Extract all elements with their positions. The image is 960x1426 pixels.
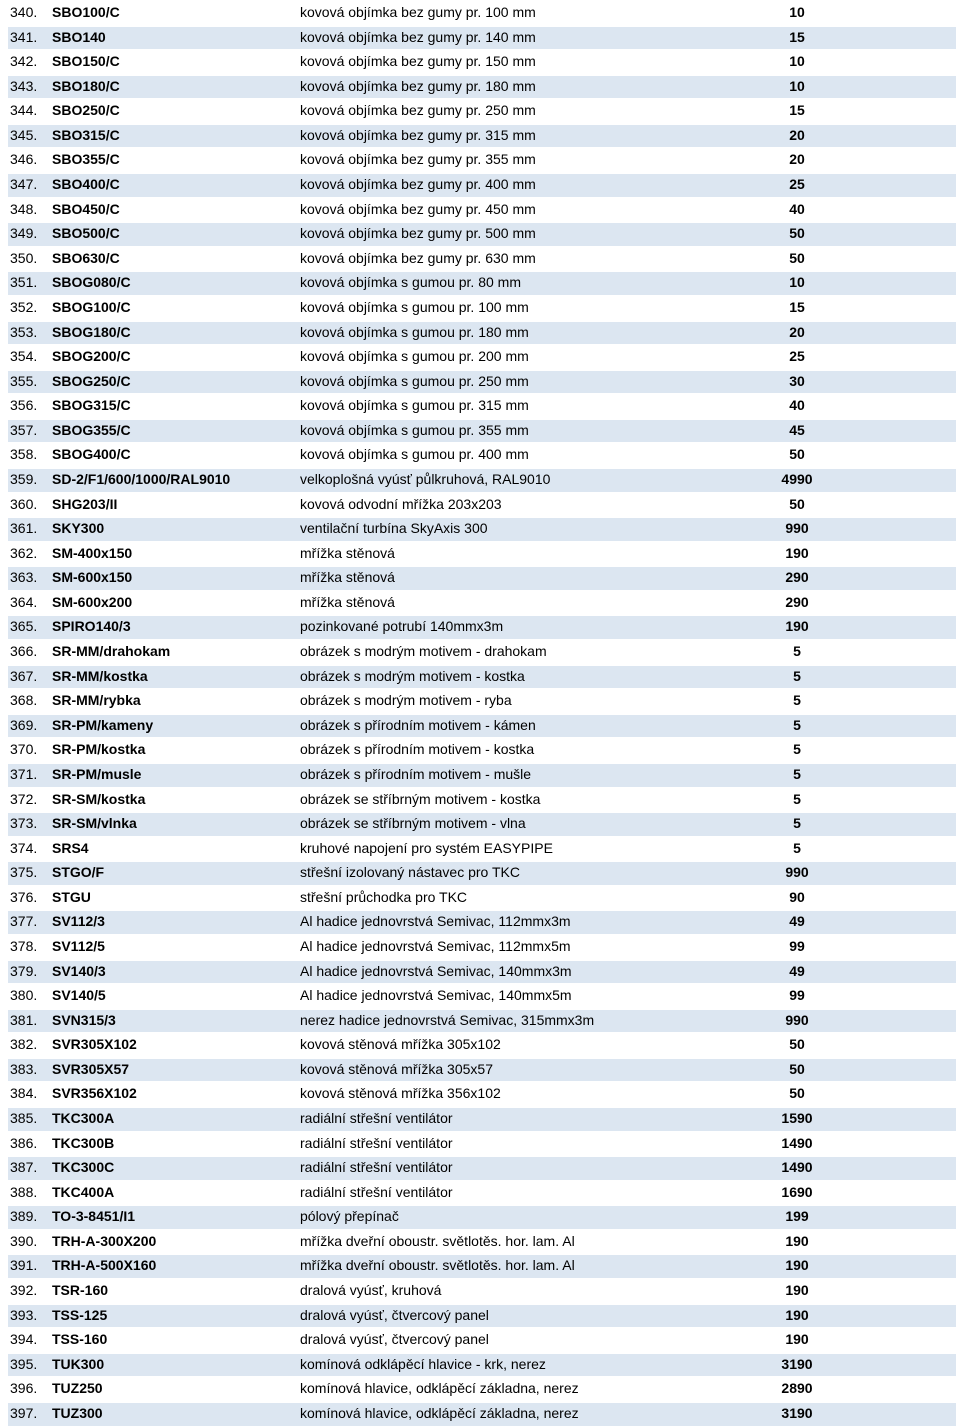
row-number: 365.: [10, 618, 38, 635]
product-description: kovová objímka s gumou pr. 200 mm: [300, 348, 529, 365]
product-code: TRH-A-300X200: [52, 1232, 157, 1249]
product-description: kovová objímka bez gumy pr. 630 mm: [300, 249, 536, 266]
product-description: radiální střešní ventilátor: [300, 1159, 453, 1176]
row-number: 384.: [10, 1085, 38, 1102]
product-price: 290: [785, 569, 809, 586]
product-description: kovová objímka s gumou pr. 80 mm: [300, 274, 521, 291]
product-price: 5: [793, 790, 801, 807]
product-description: komínová hlavice, odklápěcí základna, nerez: [300, 1380, 579, 1397]
product-description: radiální střešní ventilátor: [300, 1110, 453, 1127]
product-description: kovová stěnová mřížka 356x102: [300, 1085, 501, 1102]
table-row: [0, 1106, 960, 1131]
product-description: obrázek s přírodním motivem - kámen: [300, 716, 536, 733]
row-number: 388.: [10, 1183, 38, 1200]
product-code: TUZ300: [52, 1404, 103, 1421]
row-number: 360.: [10, 495, 38, 512]
table-row: [0, 123, 960, 148]
product-description: Al hadice jednovrstvá Semivac, 140mmx5m: [300, 987, 572, 1004]
product-price: 45: [789, 421, 805, 438]
table-row: [0, 959, 960, 984]
table-row: [0, 541, 960, 566]
row-number: 351.: [10, 274, 38, 291]
product-code: SD-2/F1/600/1000/RAL9010: [52, 470, 231, 487]
product-code: TO-3-8451/I1: [52, 1208, 136, 1225]
product-price: 190: [785, 618, 809, 635]
table-row: [0, 811, 960, 836]
product-price: 50: [789, 446, 805, 463]
product-price: 4990: [781, 470, 813, 487]
product-code: SVR305X102: [52, 1036, 137, 1053]
row-number: 396.: [10, 1380, 38, 1397]
product-code: SBOG400/C: [52, 446, 131, 463]
row-number: 350.: [10, 249, 38, 266]
product-description: velkoplošná vyúsť půlkruhová, RAL9010: [300, 470, 551, 487]
table-row: [0, 614, 960, 639]
table-row: [0, 1008, 960, 1033]
product-description: obrázek s modrým motivem - drahokam: [300, 643, 547, 660]
product-description: komínová hlavice, odklápěcí základna, nerez: [300, 1404, 579, 1421]
product-price: 5: [793, 667, 801, 684]
product-code: SV112/3: [52, 913, 105, 930]
product-price: 49: [789, 962, 805, 979]
row-number: 374.: [10, 839, 38, 856]
row-number: 348.: [10, 200, 38, 217]
row-number: 371.: [10, 765, 38, 782]
table-row: [0, 344, 960, 369]
product-price: 5: [793, 839, 801, 856]
product-description: mřížka dveřní oboustr. světlotěs. hor. lam. Al: [300, 1232, 575, 1249]
table-row: [0, 934, 960, 959]
product-price: 20: [789, 126, 805, 143]
product-price: 190: [785, 1257, 809, 1274]
product-price: 5: [793, 741, 801, 758]
product-description: Al hadice jednovrstvá Semivac, 112mmx5m: [300, 937, 571, 954]
row-number: 362.: [10, 544, 38, 561]
row-number: 378.: [10, 937, 38, 954]
row-number: 346.: [10, 151, 38, 168]
table-row: [0, 1180, 960, 1205]
product-price: 190: [785, 544, 809, 561]
product-price: 1490: [781, 1134, 813, 1151]
product-price: 10: [789, 53, 805, 70]
product-description: kovová objímka s gumou pr. 100 mm: [300, 298, 529, 315]
table-row: [0, 49, 960, 74]
product-code: STGO/F: [52, 864, 105, 881]
table-row: [0, 246, 960, 271]
product-code: SBOG180/C: [52, 323, 131, 340]
row-number: 366.: [10, 643, 38, 660]
product-description: radiální střešní ventilátor: [300, 1134, 453, 1151]
product-code: SV140/5: [52, 987, 106, 1004]
product-price: 10: [789, 4, 805, 20]
product-code: SBO100/C: [52, 4, 120, 20]
product-code: TUZ250: [52, 1380, 103, 1397]
product-code: SBO180/C: [52, 77, 120, 94]
product-price: 190: [785, 1331, 809, 1348]
row-number: 380.: [10, 987, 38, 1004]
table-row: [0, 664, 960, 689]
product-code: SPIRO140/3: [52, 618, 131, 635]
product-description: mřížka stěnová: [300, 544, 395, 561]
row-number: 367.: [10, 667, 38, 684]
table-row: [0, 1032, 960, 1057]
row-number: 344.: [10, 102, 38, 119]
product-code: TSR-160: [52, 1282, 109, 1299]
product-description: obrázek se stříbrným motivem - kostka: [300, 790, 541, 807]
product-price: 90: [789, 888, 805, 905]
table-row: [0, 860, 960, 885]
product-price: 990: [785, 864, 809, 881]
table-row: [0, 1352, 960, 1377]
row-number: 377.: [10, 913, 38, 930]
product-price: 15: [789, 102, 805, 119]
product-code: TRH-A-500X160: [52, 1257, 157, 1274]
product-code: SVR305X57: [52, 1060, 130, 1077]
product-description: radiální střešní ventilátor: [300, 1183, 453, 1200]
table-row: [0, 1253, 960, 1278]
product-code: SR-MM/rybka: [52, 692, 141, 709]
product-description: obrázek s modrým motivem - ryba: [300, 692, 512, 709]
table-row: [0, 295, 960, 320]
product-code: SM-600x200: [52, 593, 133, 610]
product-code: SBOG355/C: [52, 421, 131, 438]
product-price: 5: [793, 765, 801, 782]
product-code: TKC300C: [52, 1159, 115, 1176]
table-row: [0, 1229, 960, 1254]
product-code: SR-MM/kostka: [52, 667, 148, 684]
product-description: kovová objímka bez gumy pr. 400 mm: [300, 176, 536, 193]
row-number: 370.: [10, 741, 38, 758]
product-description: pozinkované potrubí 140mmx3m: [300, 618, 504, 635]
product-code: SR-SM/kostka: [52, 790, 146, 807]
row-number: 392.: [10, 1282, 38, 1299]
product-code: SV140/3: [52, 962, 106, 979]
product-price: 99: [789, 987, 805, 1004]
table-row: [0, 909, 960, 934]
product-description: obrázek se stříbrným motivem - vlna: [300, 815, 526, 832]
row-number: 376.: [10, 888, 38, 905]
row-number: 356.: [10, 397, 38, 414]
row-number: 395.: [10, 1355, 38, 1372]
product-code: SKY300: [52, 520, 105, 537]
row-number: 387.: [10, 1159, 38, 1176]
product-description: obrázek s modrým motivem - kostka: [300, 667, 525, 684]
table-row: [0, 25, 960, 50]
table-row: [0, 1303, 960, 1328]
table-row: [0, 172, 960, 197]
product-price: 50: [789, 495, 805, 512]
product-price: 1490: [781, 1159, 813, 1176]
table-row: [0, 688, 960, 713]
product-code: SR-MM/drahokam: [52, 643, 171, 660]
product-code: SR-PM/musle: [52, 765, 142, 782]
table-row: [0, 983, 960, 1008]
row-number: 355.: [10, 372, 38, 389]
product-price: 50: [789, 249, 805, 266]
product-code: SV112/5: [52, 937, 105, 954]
row-number: 368.: [10, 692, 38, 709]
product-description: kovová objímka bez gumy pr. 315 mm: [300, 126, 536, 143]
product-code: SBO140: [52, 28, 106, 45]
product-code: TSS-160: [52, 1331, 108, 1348]
product-description: mřížka dveřní oboustr. světlotěs. hor. lam. Al: [300, 1257, 575, 1274]
table-row: [0, 442, 960, 467]
row-number: 353.: [10, 323, 38, 340]
product-description: dralová vyúsť, čtvercový panel: [300, 1331, 489, 1348]
product-price: 99: [789, 937, 805, 954]
product-description: kovová odvodní mřížka 203x203: [300, 495, 502, 512]
product-code: SBOG250/C: [52, 372, 131, 389]
row-number: 390.: [10, 1232, 38, 1249]
row-number: 349.: [10, 225, 38, 242]
product-description: obrázek s přírodním motivem - kostka: [300, 741, 535, 758]
product-price: 20: [789, 323, 805, 340]
product-code: SBO450/C: [52, 200, 120, 217]
product-price: 40: [789, 397, 805, 414]
row-number: 364.: [10, 593, 38, 610]
table-row: [0, 565, 960, 590]
row-number: 342.: [10, 53, 38, 70]
product-price: 190: [785, 1282, 809, 1299]
row-number: 397.: [10, 1404, 38, 1421]
product-price: 50: [789, 225, 805, 242]
product-price: 50: [789, 1060, 805, 1077]
product-price: 15: [789, 28, 805, 45]
row-number: 363.: [10, 569, 38, 586]
row-number: 394.: [10, 1331, 38, 1348]
table-row: [0, 1057, 960, 1082]
product-code: TKC400A: [52, 1183, 115, 1200]
table-row: [0, 1278, 960, 1303]
row-number: 381.: [10, 1011, 38, 1028]
table-row: [0, 713, 960, 738]
row-number: 383.: [10, 1060, 38, 1077]
product-price: 25: [789, 176, 805, 193]
row-number: 369.: [10, 716, 38, 733]
row-number: 385.: [10, 1110, 38, 1127]
product-description: komínová odklápěcí hlavice - krk, nerez: [300, 1355, 546, 1372]
product-price: 10: [789, 77, 805, 94]
row-number: 347.: [10, 176, 38, 193]
table-row: [0, 639, 960, 664]
table-row: [0, 98, 960, 123]
table-row: [0, 492, 960, 517]
table-row: [0, 590, 960, 615]
product-price: 190: [785, 1232, 809, 1249]
table-row: [0, 1131, 960, 1156]
row-number: 393.: [10, 1306, 38, 1323]
product-code: SBO150/C: [52, 53, 120, 70]
row-number: 358.: [10, 446, 38, 463]
product-code: TKC300A: [52, 1110, 115, 1127]
product-code: SBOG100/C: [52, 298, 131, 315]
table-row: [0, 836, 960, 861]
table-row: [0, 516, 960, 541]
product-description: kovová objímka s gumou pr. 180 mm: [300, 323, 529, 340]
product-code: TUK300: [52, 1355, 105, 1372]
product-description: dralová vyúsť, kruhová: [300, 1282, 442, 1299]
row-number: 382.: [10, 1036, 38, 1053]
product-code: SBO355/C: [52, 151, 120, 168]
product-description: kovová objímka bez gumy pr. 180 mm: [300, 77, 536, 94]
product-price: 49: [789, 913, 805, 930]
product-description: kovová objímka s gumou pr. 355 mm: [300, 421, 529, 438]
table-row: [0, 369, 960, 394]
product-price: 5: [793, 815, 801, 832]
table-row: [0, 885, 960, 910]
table-row: [0, 221, 960, 246]
table-row: [0, 737, 960, 762]
product-price: 190: [785, 1306, 809, 1323]
product-description: mřížka stěnová: [300, 593, 395, 610]
product-code: STGU: [52, 888, 91, 905]
product-description: kovová objímka bez gumy pr. 355 mm: [300, 151, 536, 168]
table-row: [0, 1401, 960, 1426]
product-code: SR-SM/vlnka: [52, 815, 137, 832]
product-price: 5: [793, 643, 801, 660]
product-price: 50: [789, 1085, 805, 1102]
product-description: Al hadice jednovrstvá Semivac, 112mmx3m: [300, 913, 571, 930]
table-row: [0, 270, 960, 295]
product-code: SBO400/C: [52, 176, 120, 193]
product-price: 50: [789, 1036, 805, 1053]
table-row: [0, 393, 960, 418]
product-description: kovová objímka bez gumy pr. 150 mm: [300, 53, 536, 70]
product-description: střešní průchodka pro TKC: [300, 888, 468, 905]
product-description: kruhové napojení pro systém EASYPIPE: [300, 839, 553, 856]
table-row: [0, 197, 960, 222]
product-description: kovová objímka s gumou pr. 400 mm: [300, 446, 529, 463]
product-code: SR-PM/kostka: [52, 741, 146, 758]
table-row: [0, 1081, 960, 1106]
table-row: [0, 74, 960, 99]
row-number: 354.: [10, 348, 38, 365]
product-price: 3190: [781, 1355, 813, 1372]
row-number: 389.: [10, 1208, 38, 1225]
row-number: 352.: [10, 298, 38, 315]
product-description: Al hadice jednovrstvá Semivac, 140mmx3m: [300, 962, 572, 979]
row-number: 375.: [10, 864, 38, 881]
table-row: [0, 1204, 960, 1229]
product-price: 5: [793, 692, 801, 709]
row-number: 343.: [10, 77, 38, 94]
product-price: 2890: [781, 1380, 813, 1397]
product-code: SVR356X102: [52, 1085, 137, 1102]
product-description: kovová objímka bez gumy pr. 250 mm: [300, 102, 536, 119]
product-description: kovová objímka s gumou pr. 250 mm: [300, 372, 529, 389]
product-description: kovová objímka bez gumy pr. 500 mm: [300, 225, 536, 242]
product-description: kovová objímka bez gumy pr. 100 mm: [300, 4, 536, 20]
product-code: SVN315/3: [52, 1011, 116, 1028]
table-row: [0, 787, 960, 812]
product-description: obrázek s přírodním motivem - mušle: [300, 765, 532, 782]
row-number: 357.: [10, 421, 38, 438]
row-number: 386.: [10, 1134, 38, 1151]
product-code: SBO250/C: [52, 102, 120, 119]
table-row: [0, 0, 960, 25]
product-code: SBOG315/C: [52, 397, 131, 414]
product-price: 40: [789, 200, 805, 217]
product-price: 25: [789, 348, 805, 365]
product-description: nerez hadice jednovrstvá Semivac, 315mmx3m: [300, 1011, 595, 1028]
product-code: SR-PM/kameny: [52, 716, 154, 733]
table-row: [0, 1327, 960, 1352]
product-price: 990: [785, 520, 809, 537]
product-code: SBOG200/C: [52, 348, 131, 365]
table-row: [0, 1376, 960, 1401]
table-row: [0, 320, 960, 345]
product-price: 20: [789, 151, 805, 168]
product-description: kovová stěnová mřížka 305x102: [300, 1036, 501, 1053]
product-code: SM-600x150: [52, 569, 133, 586]
table-row: [0, 467, 960, 492]
product-price: 5: [793, 716, 801, 733]
product-code: SBO630/C: [52, 249, 120, 266]
product-description: mřížka stěnová: [300, 569, 395, 586]
product-description: střešní izolovaný nástavec pro TKC: [300, 864, 520, 881]
row-number: 340.: [10, 4, 38, 20]
product-code: SRS4: [52, 839, 89, 856]
product-description: kovová stěnová mřížka 305x57: [300, 1060, 493, 1077]
row-number: 372.: [10, 790, 38, 807]
product-code: SBOG080/C: [52, 274, 131, 291]
product-price: 1690: [781, 1183, 813, 1200]
product-description: kovová objímka bez gumy pr. 140 mm: [300, 28, 536, 45]
product-price: 1590: [781, 1110, 813, 1127]
row-number: 373.: [10, 815, 38, 832]
product-code: TKC300B: [52, 1134, 115, 1151]
row-number: 341.: [10, 28, 38, 45]
product-price: 10: [789, 274, 805, 291]
product-price: 15: [789, 298, 805, 315]
product-price: 199: [785, 1208, 809, 1225]
product-description: kovová objímka bez gumy pr. 450 mm: [300, 200, 536, 217]
product-description: pólový přepínač: [300, 1208, 399, 1225]
table-row: [0, 1155, 960, 1180]
product-description: dralová vyúsť, čtvercový panel: [300, 1306, 489, 1323]
row-number: 345.: [10, 126, 38, 143]
row-number: 391.: [10, 1257, 38, 1274]
table-row: [0, 418, 960, 443]
product-price: 30: [789, 372, 805, 389]
product-description: kovová objímka s gumou pr. 315 mm: [300, 397, 529, 414]
product-code: SBO500/C: [52, 225, 120, 242]
row-number: 379.: [10, 962, 38, 979]
row-number: 359.: [10, 470, 38, 487]
product-code: SHG203/II: [52, 495, 118, 512]
product-description: ventilační turbína SkyAxis 300: [300, 520, 488, 537]
product-price: 290: [785, 593, 809, 610]
product-code: SBO315/C: [52, 126, 120, 143]
product-code: TSS-125: [52, 1306, 108, 1323]
table-row: [0, 762, 960, 787]
product-code: SM-400x150: [52, 544, 133, 561]
table-row: [0, 147, 960, 172]
product-price: 3190: [781, 1404, 813, 1421]
product-price: 990: [785, 1011, 809, 1028]
row-number: 361.: [10, 520, 38, 537]
